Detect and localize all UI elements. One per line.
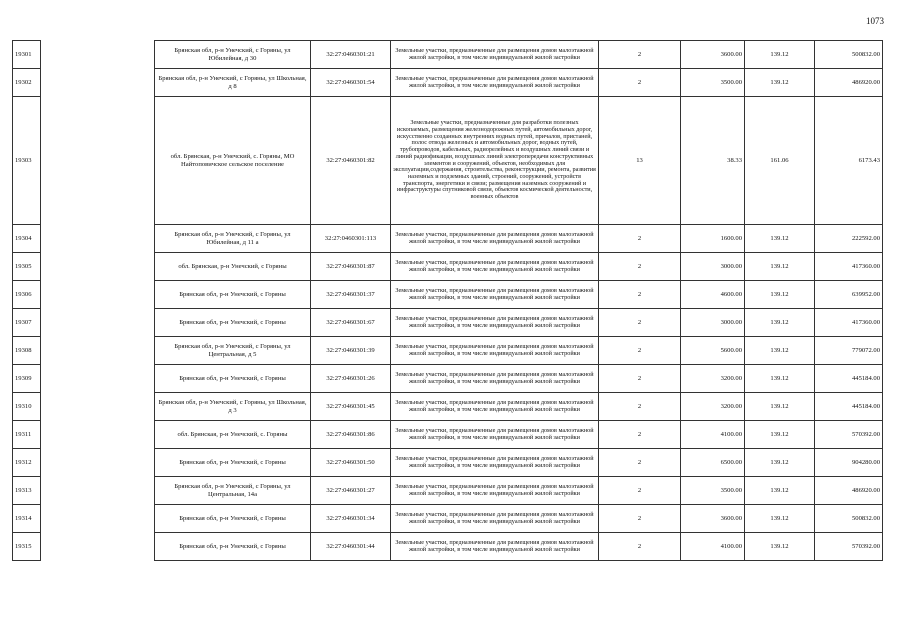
land-use-type: Земельные участки, предназначенные для размещения домов малоэтажной жилой застройки, в том числе индивидуальной жилой застройки xyxy=(391,337,599,365)
parcel-number: 19304 xyxy=(13,225,41,253)
use-group-code: 2 xyxy=(599,393,681,421)
parcel-number: 19301 xyxy=(13,41,41,69)
cadastral-value: 417360.00 xyxy=(815,309,883,337)
cadastral-value: 486920.00 xyxy=(815,477,883,505)
parcel-area: 1600.00 xyxy=(681,225,745,253)
specific-cadastral-value: 139.12 xyxy=(745,533,815,561)
parcel-address: Брянская обл, р-н Унечский, с Горяны xyxy=(155,533,311,561)
row-spacer xyxy=(41,253,155,281)
table-row xyxy=(13,253,883,281)
specific-cadastral-value: 139.12 xyxy=(745,393,815,421)
table-row xyxy=(13,505,883,533)
row-spacer xyxy=(41,41,155,69)
use-group-code: 2 xyxy=(599,253,681,281)
table-row xyxy=(13,477,883,505)
specific-cadastral-value: 139.12 xyxy=(745,337,815,365)
use-group-code: 2 xyxy=(599,225,681,253)
parcel-area: 3200.00 xyxy=(681,365,745,393)
land-use-type: Земельные участки, предназначенные для размещения домов малоэтажной жилой застройки, в том числе индивидуальной жилой застройки xyxy=(391,533,599,561)
cadastral-number: 32:27:0460301:67 xyxy=(311,309,391,337)
use-group-code: 2 xyxy=(599,309,681,337)
page-number: 1073 xyxy=(866,16,884,26)
land-use-type: Земельные участки, предназначенные для размещения домов малоэтажной жилой застройки, в том числе индивидуальной жилой застройки xyxy=(391,309,599,337)
land-registry-table xyxy=(12,40,883,561)
cadastral-value: 639952.00 xyxy=(815,281,883,309)
cadastral-number: 32:27:0460301:26 xyxy=(311,365,391,393)
cadastral-number: 32:27:0460301:86 xyxy=(311,421,391,449)
cadastral-value: 222592.00 xyxy=(815,225,883,253)
specific-cadastral-value: 139.12 xyxy=(745,365,815,393)
land-use-type: Земельные участки, предназначенные для размещения домов малоэтажной жилой застройки, в том числе индивидуальной жилой застройки xyxy=(391,225,599,253)
land-use-type: Земельные участки, предназначенные для размещения домов малоэтажной жилой застройки, в том числе индивидуальной жилой застройки xyxy=(391,477,599,505)
table-row xyxy=(13,281,883,309)
parcel-number: 19314 xyxy=(13,505,41,533)
land-use-type: Земельные участки, предназначенные для размещения домов малоэтажной жилой застройки, в том числе индивидуальной жилой застройки xyxy=(391,421,599,449)
parcel-address: Брянская обл, р-н Унечский, с Горяны, ул Центральная, 14а xyxy=(155,477,311,505)
row-spacer xyxy=(41,337,155,365)
parcel-number: 19309 xyxy=(13,365,41,393)
row-spacer xyxy=(41,309,155,337)
parcel-number: 19312 xyxy=(13,449,41,477)
parcel-address: Брянская обл, р-н Унечский, с Горяны xyxy=(155,309,311,337)
cadastral-number: 32:27:0460301:39 xyxy=(311,337,391,365)
parcel-number: 19308 xyxy=(13,337,41,365)
parcel-address: Брянская обл, р-н Унечский, с Горяны, ул Центральная, д 5 xyxy=(155,337,311,365)
land-use-type: Земельные участки, предназначенные для размещения домов малоэтажной жилой застройки, в том числе индивидуальной жилой застройки xyxy=(391,41,599,69)
parcel-number: 19310 xyxy=(13,393,41,421)
parcel-area: 3600.00 xyxy=(681,505,745,533)
cadastral-value: 570392.00 xyxy=(815,533,883,561)
parcel-number: 19313 xyxy=(13,477,41,505)
parcel-area: 3500.00 xyxy=(681,69,745,97)
cadastral-number: 32:27:0460301:44 xyxy=(311,533,391,561)
parcel-address: Брянская обл, р-н Унечский, с Горяны xyxy=(155,365,311,393)
cadastral-number: 32:27:0460301:87 xyxy=(311,253,391,281)
parcel-address: Брянская обл, р-н Унечский, с Горяны, ул Школьная, д 8 xyxy=(155,69,311,97)
row-spacer xyxy=(41,533,155,561)
cadastral-value: 445184.00 xyxy=(815,393,883,421)
table-row xyxy=(13,225,883,253)
table-row xyxy=(13,97,883,225)
cadastral-value: 6173.43 xyxy=(815,97,883,225)
row-spacer xyxy=(41,365,155,393)
parcel-address: Брянская обл, р-н Унечский, с Горяны, ул Школьная, д 3 xyxy=(155,393,311,421)
use-group-code: 2 xyxy=(599,505,681,533)
table-row xyxy=(13,533,883,561)
parcel-area: 3000.00 xyxy=(681,309,745,337)
cadastral-value: 500832.00 xyxy=(815,41,883,69)
row-spacer xyxy=(41,393,155,421)
use-group-code: 2 xyxy=(599,41,681,69)
table-row xyxy=(13,69,883,97)
parcel-area: 3600.00 xyxy=(681,41,745,69)
specific-cadastral-value: 139.12 xyxy=(745,309,815,337)
specific-cadastral-value: 139.12 xyxy=(745,69,815,97)
table-row xyxy=(13,337,883,365)
specific-cadastral-value: 139.12 xyxy=(745,253,815,281)
cadastral-number: 32:27:0460301:34 xyxy=(311,505,391,533)
parcel-number: 19306 xyxy=(13,281,41,309)
specific-cadastral-value: 139.12 xyxy=(745,41,815,69)
row-spacer xyxy=(41,225,155,253)
parcel-number: 19303 xyxy=(13,97,41,225)
use-group-code: 2 xyxy=(599,69,681,97)
row-spacer xyxy=(41,97,155,225)
table-row xyxy=(13,449,883,477)
cadastral-value: 486920.00 xyxy=(815,69,883,97)
cadastral-number: 32:27:0460301:113 xyxy=(311,225,391,253)
cadastral-number: 32:27:0460301:37 xyxy=(311,281,391,309)
cadastral-number: 32:27:0460301:45 xyxy=(311,393,391,421)
parcel-number: 19315 xyxy=(13,533,41,561)
parcel-area: 3500.00 xyxy=(681,477,745,505)
parcel-area: 4600.00 xyxy=(681,281,745,309)
table-row xyxy=(13,365,883,393)
parcel-area: 3200.00 xyxy=(681,393,745,421)
parcel-number: 19307 xyxy=(13,309,41,337)
row-spacer xyxy=(41,477,155,505)
use-group-code: 2 xyxy=(599,477,681,505)
parcel-area: 5600.00 xyxy=(681,337,745,365)
row-spacer xyxy=(41,281,155,309)
land-use-type: Земельные участки, предназначенные для размещения домов малоэтажной жилой застройки, в том числе индивидуальной жилой застройки xyxy=(391,253,599,281)
specific-cadastral-value: 139.12 xyxy=(745,225,815,253)
parcel-address: обл. Брянская, р-н Унечский, с Горяны xyxy=(155,253,311,281)
use-group-code: 13 xyxy=(599,97,681,225)
use-group-code: 2 xyxy=(599,421,681,449)
land-use-type: Земельные участки, предназначенные для размещения домов малоэтажной жилой застройки, в том числе индивидуальной жилой застройки xyxy=(391,281,599,309)
cadastral-value: 445184.00 xyxy=(815,365,883,393)
table-row xyxy=(13,393,883,421)
specific-cadastral-value: 139.12 xyxy=(745,477,815,505)
use-group-code: 2 xyxy=(599,281,681,309)
cadastral-value: 417360.00 xyxy=(815,253,883,281)
parcel-number: 19305 xyxy=(13,253,41,281)
parcel-area: 4100.00 xyxy=(681,421,745,449)
use-group-code: 2 xyxy=(599,337,681,365)
parcel-address: Брянская обл, р-н Унечский, с Горяны xyxy=(155,449,311,477)
parcel-address: Брянская обл, р-н Унечский, с Горяны xyxy=(155,505,311,533)
cadastral-number: 32:27:0460301:50 xyxy=(311,449,391,477)
land-use-type: Земельные участки, предназначенные для размещения домов малоэтажной жилой застройки, в том числе индивидуальной жилой застройки xyxy=(391,69,599,97)
table-body xyxy=(13,41,883,561)
use-group-code: 2 xyxy=(599,449,681,477)
cadastral-value: 904280.00 xyxy=(815,449,883,477)
parcel-address: Брянская обл, р-н Унечский, с Горяны xyxy=(155,281,311,309)
land-use-type: Земельные участки, предназначенные для разработки полезных ископаемых, размещения железнодорожных путей, автомобильных дорог, искусственно созданных внутренних водных путей, причалов, пристаней, полос отвода железных и автомобильных дорог, водных путей, трубопроводов, кабельных, радиорелейных и воздушных линий связи и линий радиофикации, воздушных линий электропередачи конструктивных элементов и сооружений, объектов, необходимых для эксплуатации,содержания, строительства, реконструкции, ремонта, развития наземных и подземных зданий, строений, сооружений, устройств транспорта, энергетики и связи; размещения наземных сооружений и инфраструктуры спутниковой связи, объектов космической деятельности, военных объектов xyxy=(391,97,599,225)
table-row xyxy=(13,421,883,449)
land-use-type: Земельные участки, предназначенные для размещения домов малоэтажной жилой застройки, в том числе индивидуальной жилой застройки xyxy=(391,365,599,393)
row-spacer xyxy=(41,505,155,533)
land-use-type: Земельные участки, предназначенные для размещения домов малоэтажной жилой застройки, в том числе индивидуальной жилой застройки xyxy=(391,505,599,533)
parcel-area: 38.33 xyxy=(681,97,745,225)
cadastral-number: 32:27:0460301:27 xyxy=(311,477,391,505)
use-group-code: 2 xyxy=(599,365,681,393)
row-spacer xyxy=(41,421,155,449)
row-spacer xyxy=(41,449,155,477)
land-use-type: Земельные участки, предназначенные для размещения домов малоэтажной жилой застройки, в том числе индивидуальной жилой застройки xyxy=(391,449,599,477)
parcel-address: Брянская обл, р-н Унечский, с Горяны, ул Юбилейная, д 11 а xyxy=(155,225,311,253)
parcel-address: обл. Брянская, р-н Унечский, с. Горяны, МО Найтоповичское сельское поселение xyxy=(155,97,311,225)
use-group-code: 2 xyxy=(599,533,681,561)
parcel-number: 19302 xyxy=(13,69,41,97)
parcel-address: обл. Брянская, р-н Унечский, с. Горяны xyxy=(155,421,311,449)
specific-cadastral-value: 139.12 xyxy=(745,421,815,449)
specific-cadastral-value: 161.06 xyxy=(745,97,815,225)
land-use-type: Земельные участки, предназначенные для размещения домов малоэтажной жилой застройки, в том числе индивидуальной жилой застройки xyxy=(391,393,599,421)
specific-cadastral-value: 139.12 xyxy=(745,281,815,309)
specific-cadastral-value: 139.12 xyxy=(745,449,815,477)
cadastral-value: 779072.00 xyxy=(815,337,883,365)
parcel-area: 4100.00 xyxy=(681,533,745,561)
parcel-address: Брянская обл, р-н Унечский, с Горяны, ул Юбилейная, д 30 xyxy=(155,41,311,69)
row-spacer xyxy=(41,69,155,97)
cadastral-number: 32:27:0460301:82 xyxy=(311,97,391,225)
parcel-number: 19311 xyxy=(13,421,41,449)
cadastral-value: 570392.00 xyxy=(815,421,883,449)
cadastral-value: 500832.00 xyxy=(815,505,883,533)
parcel-area: 6500.00 xyxy=(681,449,745,477)
table-row xyxy=(13,309,883,337)
cadastral-number: 32:27:0460301:54 xyxy=(311,69,391,97)
table-row xyxy=(13,41,883,69)
cadastral-number: 32:27:0460301:21 xyxy=(311,41,391,69)
parcel-area: 3000.00 xyxy=(681,253,745,281)
specific-cadastral-value: 139.12 xyxy=(745,505,815,533)
